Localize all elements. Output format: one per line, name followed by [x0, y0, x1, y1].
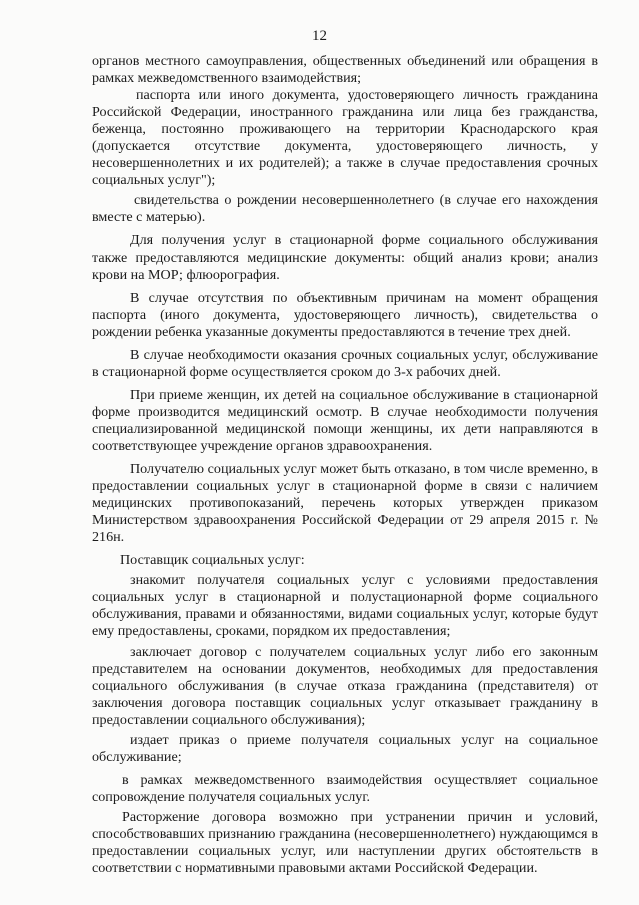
paragraph-provider-informs: знакомит получателя социальных услуг с условиями предоставления социальных услуг в стационарной и полустационарной форме социального обслуживания, правами и обязанностями, видами социальных услуг, которые будут ему предоставлены, сроками, порядком их предоставления; — [92, 572, 598, 640]
document-body — [92, 53, 598, 877]
paragraph-birth-certificate: свидетельства о рождении несовершеннолетнего (в случае его нахождения вместе с матерью). — [92, 192, 598, 226]
paragraph-continuation: органов местного самоуправления, общественных объединений или обращения в рамках межведомственного взаимодействия; — [92, 53, 598, 87]
paragraph-urgent-services: В случае необходимости оказания срочных социальных услуг, обслуживание в стационарной форме осуществляется сроком до 3-х рабочих дней. — [92, 346, 598, 380]
paragraph-provider-heading: Поставщик социальных услуг: — [120, 552, 305, 569]
page-number: 12 — [312, 28, 327, 44]
paragraph-passport: паспорта или иного документа, удостоверяющего личность гражданина Российской Федерации, иностранного гражданина или лица без гражданства, беженца, постоянно проживающего на территории Краснодарского края (допускается отсутствие документа, удостоверяющего личность, у несовершеннолетних и их родителей); а также в случае предоставления срочных социальных услуг"); — [92, 87, 598, 189]
paragraph-medical-examination: При приеме женщин, их детей на социальное обслуживание в стационарной форме производится медицинский осмотр. В случае необходимости получения специализированной медицинской помощи женщины, их дети направляются в соответствующее учреждение органов здравоохранения. — [92, 386, 598, 454]
paragraph-provider-order: издает приказ о приеме получателя социальных услуг на социальное обслуживание; — [92, 731, 598, 765]
paragraph-missing-documents: В случае отсутствия по объективным причинам на момент обращения паспорта (иного документа, удостоверяющего личность), свидетельства о рождении ребенка указанные документы предоставляются в течение трех дней. — [92, 289, 598, 340]
paragraph-medical-documents: Для получения услуг в стационарной форме социального обслуживания также предоставляются медицинские документы: общий анализ крови; анализ крови на МОР; флюорография. — [92, 232, 598, 283]
paragraph-provider-support: в рамках межведомственного взаимодействия осуществляет социальное сопровождение получателя социальных услуг. — [92, 771, 598, 805]
paragraph-contract-termination: Расторжение договора возможно при устранении причин и условий, способствовавших признанию гражданина (несовершеннолетнего) нуждающимся в предоставлении социальных услуг, или наступлении других обстоятельств в соответствии с нормативными правовыми актами Российской Федерации. — [92, 808, 598, 877]
paragraph-refusal: Получателю социальных услуг может быть отказано, в том числе временно, в предоставлении социальных услуг в стационарной форме в связи с наличием медицинских противопоказаний, перечень которых утвержден приказом Министерством здравоохранения Российской Федерации от 29 апреля 2015 г. № 216н. — [92, 461, 598, 546]
paragraph-provider-contract: заключает договор с получателем социальных услуг либо его законным представителем на основании документов, необходимых для предоставления социального обслуживания (в случае отказа гражданина (представителя) от заключения договора поставщик социальных услуг отказывает гражданину в предоставлении социального обслуживания); — [92, 643, 598, 728]
